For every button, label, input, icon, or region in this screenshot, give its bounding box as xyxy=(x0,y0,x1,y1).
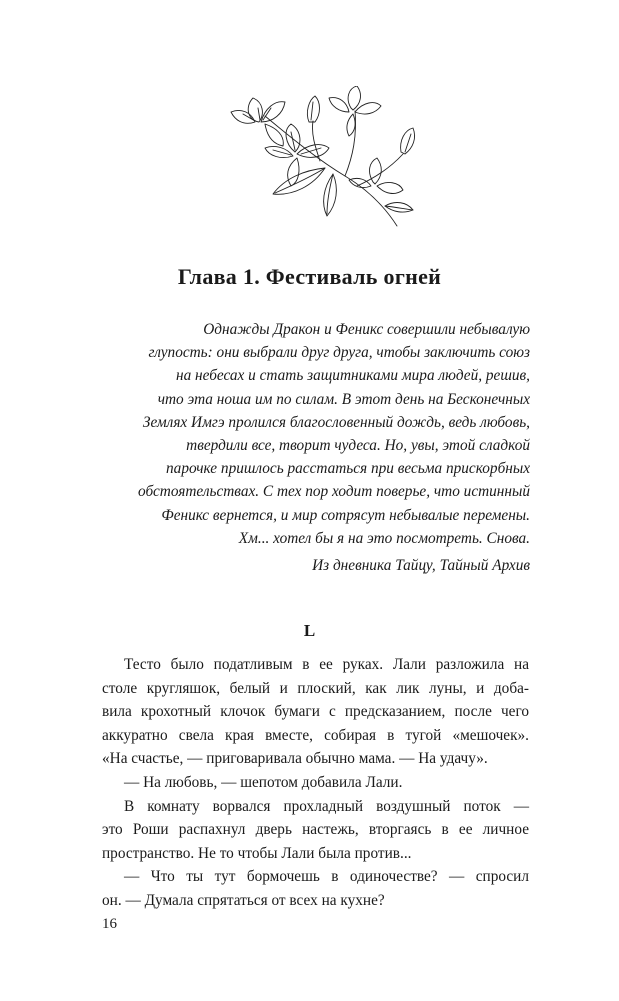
body-line: Тесто было податливым в ее руках. Лали разложила на xyxy=(124,656,529,673)
epigraph-line: что эта ноша им по силам. В этот день на Бесконечных xyxy=(157,390,530,408)
epigraph xyxy=(90,318,530,550)
body-text xyxy=(102,653,529,913)
body-line: пространство. Не то чтобы Лали была против... xyxy=(102,844,412,862)
epigraph-line: Землях Имгэ пролился благословенный дождь, ведь любовь, xyxy=(142,413,530,431)
epigraph-line: Хм... хотел бы я на это посмотреть. Снова. xyxy=(238,529,530,547)
epigraph-line: глупость: они выбрали друг друга, чтобы заключить союз xyxy=(148,344,530,362)
body-line: столе кругляшок, белый и плоский, как лик луны, и доба- xyxy=(102,679,529,697)
body-line: это Роши распахнул дверь настежь, вторгаясь в ее личное xyxy=(102,821,529,839)
body-line: — На любовь, — шепотом добавила Лали. xyxy=(124,773,403,791)
body-line: вила крохотный клочок бумаги с предсказанием, после чего xyxy=(102,703,529,721)
body-line: аккуратно свела края вместе, собирая в тугой «мешочек». xyxy=(102,726,529,744)
epigraph-line: на небесах и стать защитниками мира людей, решив, xyxy=(175,367,530,385)
section-mark: L xyxy=(303,621,316,640)
epigraph-line: Феникс вернется, и мир сотрясут небывалые перемены. xyxy=(161,506,530,524)
epigraph-line: обстоятельствах. С тех пор ходит поверье, что истинный xyxy=(138,483,530,501)
body-line: В комнату ворвался прохладный воздушный поток — xyxy=(124,797,529,815)
page-number: 16 xyxy=(102,916,117,932)
body-line: он. — Думала спрятаться от всех на кухне? xyxy=(102,891,385,909)
body-line: — Что ты тут бормочешь в одиночестве? — спросил xyxy=(124,868,529,886)
body-line: «На счастье, — приговаривала обычно мама. — На удачу». xyxy=(102,750,488,768)
chapter-title: Глава 1. Фестиваль огней xyxy=(177,264,442,289)
magnolia-branch-icon xyxy=(225,86,425,236)
epigraph-line: Однажды Дракон и Феникс совершили небывалую xyxy=(203,321,530,338)
epigraph-attribution: Из дневника Тайцу, Тайный Архив xyxy=(312,557,530,574)
epigraph-line: твердили все, творит чудеса. Но, увы, этой сладкой xyxy=(186,437,530,455)
epigraph-line: парочке пришлось расстаться при весьма прискорбных xyxy=(166,460,530,478)
